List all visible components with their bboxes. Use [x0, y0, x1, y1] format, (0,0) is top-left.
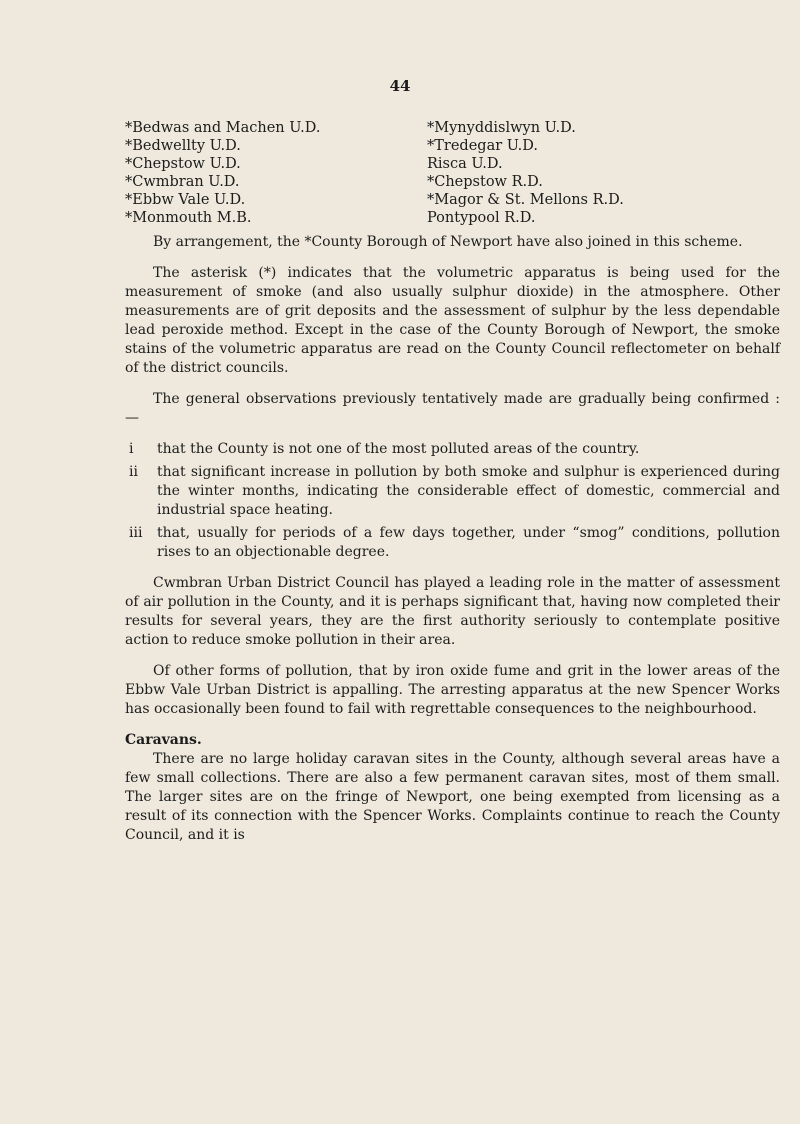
body-text [125, 233, 780, 845]
district-column-right [427, 119, 725, 227]
paragraph-general-observations: The general observations previously tentatively made are gradually being confirmed : — [125, 391, 780, 426]
district-list [125, 119, 725, 227]
paragraph-asterisk: The asterisk (*) indicates that the volumetric apparatus is being used for the measurement of smoke (and also usually sulphur dioxide) in the atmosphere. Other measurements are of grit deposits and the assessment of sulphur by the less dependable lead peroxide method. Except in the case of the County Borough of Newport, the smoke stains of the volumetric apparatus are read on the County Council reflectometer on behalf of the district councils. [125, 265, 780, 376]
list-item-number: i [129, 441, 134, 457]
list-item [125, 524, 780, 562]
district-item: *Chepstow R.D. [427, 174, 543, 190]
district-item: Pontypool R.D. [427, 210, 536, 226]
list-item [125, 440, 780, 459]
district-item: *Bedwellty U.D. [125, 138, 241, 154]
paragraph-cwmbran: Cwmbran Urban District Council has played a leading role in the matter of assessment of air pollution in the County, and it is perhaps significant that, having now completed their results for several years, they are the first authority seriously to contemplate positive action to reduce smoke pollution in their area. [125, 575, 780, 648]
list-item-number: iii [129, 525, 143, 541]
district-item: *Bedwas and Machen U.D. [125, 120, 321, 136]
paragraph-arrangement: By arrangement, the *County Borough of Newport have also joined in this scheme. [153, 234, 743, 250]
section-heading-caravans: Caravans. [125, 732, 202, 748]
list-item-text: that the County is not one of the most polluted areas of the country. [157, 441, 640, 457]
district-item: *Ebbw Vale U.D. [125, 192, 246, 208]
district-item: *Monmouth M.B. [125, 210, 252, 226]
paragraph-other-forms: Of other forms of pollution, that by iron oxide fume and grit in the lower areas of the Ebbw Vale Urban District is appalling. The arresting apparatus at the new Spencer Works has occasionally been found to fail with regrettable consequences to the neighbourhood. [125, 663, 780, 717]
district-item: *Cwmbran U.D. [125, 174, 240, 190]
page-number: 44 [389, 77, 411, 95]
paragraph-caravans: There are no large holiday caravan sites in the County, although several areas have a few small collections. There are also a few permanent caravan sites, most of them small. The larger sites are on the fringe of Newport, one being exempted from licensing as a result of its connection with the Spencer Works. Complaints continue to reach the County Council, and it is [125, 751, 780, 843]
observations-list [125, 440, 780, 562]
district-item: Risca U.D. [427, 156, 503, 172]
district-item: *Tredegar U.D. [427, 138, 538, 154]
list-item-text: that significant increase in pollution by both smoke and sulphur is experienced during the winter months, indicating the considerable effect of domestic, commercial and industrial space heating. [157, 464, 780, 518]
district-item: *Mynyddislwyn U.D. [427, 120, 576, 136]
list-item [125, 463, 780, 520]
district-column-left [125, 119, 427, 227]
district-item: *Chepstow U.D. [125, 156, 241, 172]
list-item-text: that, usually for periods of a few days together, under “smog” conditions, pollution rises to an objectionable degree. [157, 525, 780, 560]
caravans-section [125, 731, 780, 845]
district-item: *Magor & St. Mellons R.D. [427, 192, 624, 208]
list-item-number: ii [129, 464, 138, 480]
